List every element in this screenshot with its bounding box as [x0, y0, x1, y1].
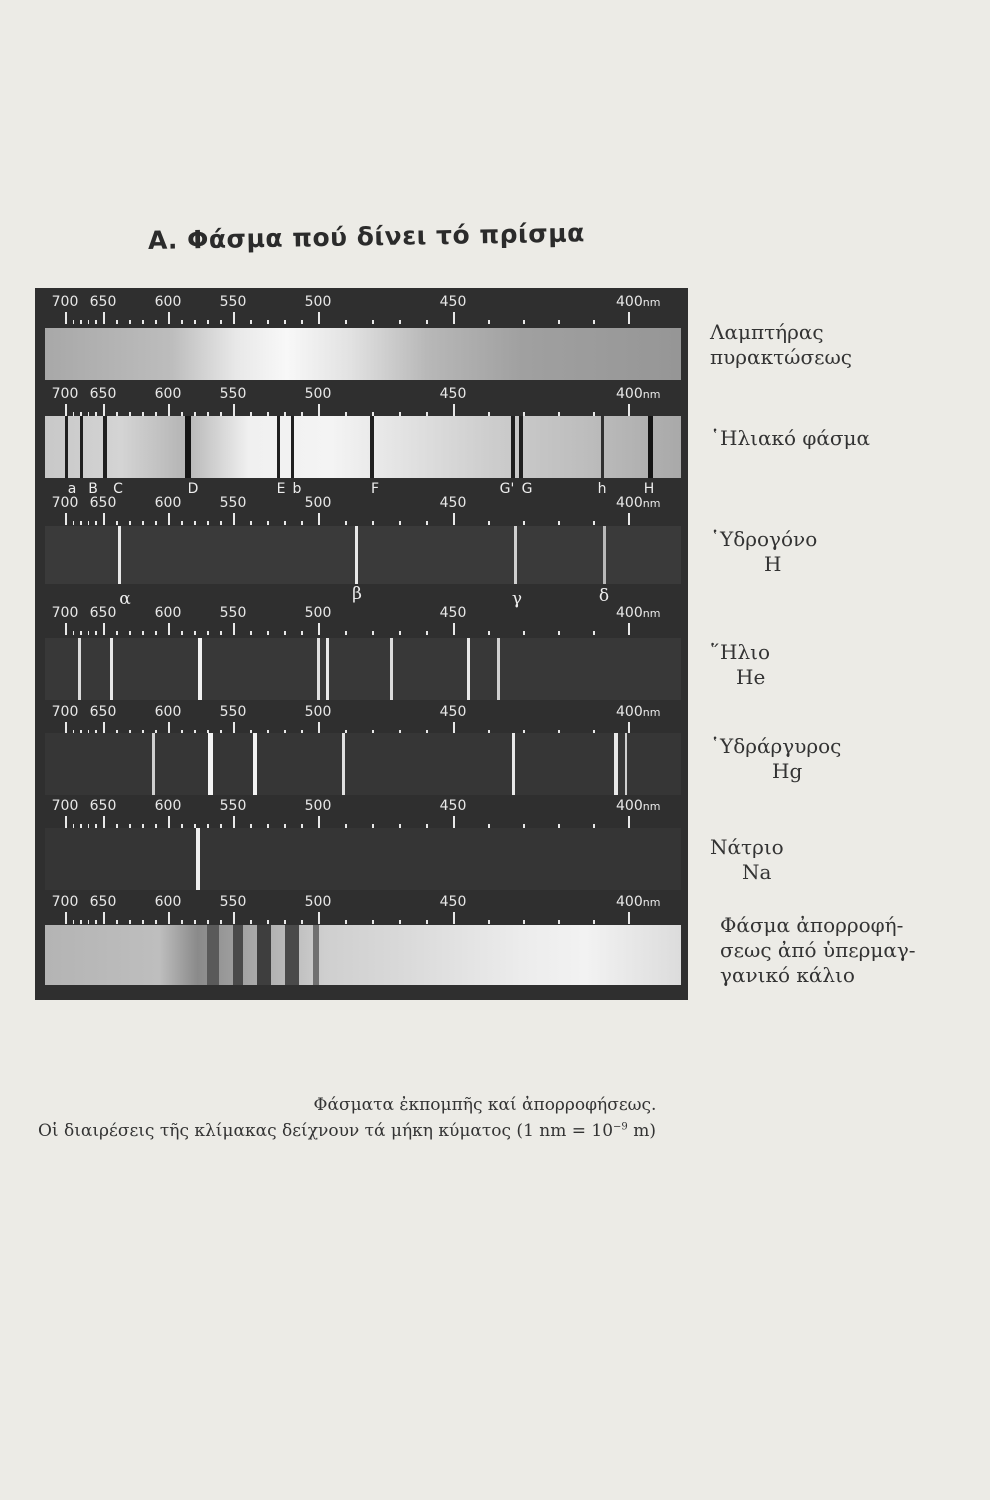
scale-tick — [73, 631, 75, 635]
scale-tick — [168, 404, 170, 416]
scale-tick-label: 600 — [154, 704, 182, 720]
scale-tick-label: 450 — [439, 704, 467, 720]
scale-tick — [453, 912, 455, 924]
scale-tick-label: 500 — [304, 386, 332, 402]
scale-tick-label: 650 — [89, 605, 117, 621]
scale-tick — [399, 320, 401, 324]
emission-line — [603, 526, 606, 584]
scale-tick — [399, 631, 401, 635]
scale-tick-label: 400nm — [616, 495, 661, 511]
scale-tick — [345, 631, 347, 635]
fraunhofer-label-C: C — [113, 481, 123, 497]
emission-line — [625, 733, 627, 795]
emission-line — [110, 638, 113, 700]
absorption-band — [285, 925, 299, 985]
scale-tick-label: 450 — [439, 894, 467, 910]
scale-tick — [558, 920, 560, 924]
scale-tick — [453, 513, 455, 525]
scale-tick-label: 700 — [51, 798, 79, 814]
scale-tick — [181, 521, 183, 525]
scale-tick — [116, 920, 118, 924]
scale-tick — [628, 816, 630, 828]
scale-tick — [301, 920, 303, 924]
scale-tick — [301, 631, 303, 635]
label-hydrogen: ῾Υδρογόνο H — [710, 527, 818, 576]
absorption-band — [257, 925, 271, 985]
scale-tick — [103, 623, 105, 635]
scale-tick — [233, 816, 235, 828]
scale-tick — [95, 320, 97, 324]
scale-tick — [194, 631, 196, 635]
fraunhofer-label-b: b — [292, 481, 302, 497]
scale-tick — [426, 320, 428, 324]
scale-tick-label: 400nm — [616, 894, 661, 910]
emission-line — [514, 526, 517, 584]
emission-line — [342, 733, 345, 795]
scale-tick — [116, 320, 118, 324]
scale-unit: nm — [642, 896, 661, 909]
scale-tick-label: 500 — [304, 495, 332, 511]
scale-tick — [116, 521, 118, 525]
emission-line — [253, 733, 257, 795]
scale-tick — [181, 920, 183, 924]
scale-tick — [628, 513, 630, 525]
emission-line — [355, 526, 358, 584]
scale-tick — [284, 631, 286, 635]
spectrum-strip-solar — [45, 416, 681, 478]
hydrogen-line-label-beta: β — [352, 584, 362, 604]
label-helium: ῞Ηλιο He — [710, 640, 770, 689]
scale-tick — [345, 920, 347, 924]
label-permanganate: Φάσμα ἀπορροφή- σεως ἀπό ὑπερμαγ- γανικό κάλιο — [720, 913, 916, 987]
scale-tick — [142, 320, 144, 324]
scale-tick-label: 450 — [439, 294, 467, 310]
scale-tick — [558, 521, 560, 525]
scale-tick — [65, 816, 67, 828]
fraunhofer-label-H: H — [643, 481, 655, 497]
scale-tick-label: 550 — [219, 894, 247, 910]
scale-tick — [80, 521, 82, 525]
scale-tick — [65, 312, 67, 324]
scale-tick — [168, 513, 170, 525]
scale-tick — [523, 920, 525, 924]
scale-tick — [426, 521, 428, 525]
scale-tick-label: 500 — [304, 704, 332, 720]
scale-tick-label: 500 — [304, 894, 332, 910]
wavelength-scale — [43, 704, 683, 734]
wavelength-scale — [43, 495, 683, 525]
scale-tick — [284, 521, 286, 525]
emission-line — [467, 638, 470, 700]
scale-tick — [284, 320, 286, 324]
scale-tick — [168, 816, 170, 828]
fraunhofer-label-G: G — [521, 481, 533, 497]
scale-tick — [250, 320, 252, 324]
scale-tick — [301, 320, 303, 324]
scale-tick — [628, 312, 630, 324]
scale-tick — [233, 513, 235, 525]
scale-tick — [220, 521, 222, 525]
scale-tick — [488, 920, 490, 924]
scale-tick — [233, 404, 235, 416]
scale-tick — [593, 320, 595, 324]
scale-tick-label: 700 — [51, 386, 79, 402]
scale-tick — [88, 920, 90, 924]
scale-tick-label: 550 — [219, 386, 247, 402]
scale-tick — [129, 631, 131, 635]
scale-tick — [103, 912, 105, 924]
fraunhofer-label-a: a — [67, 481, 77, 497]
scale-tick-label: 450 — [439, 605, 467, 621]
emission-line — [497, 638, 500, 700]
emission-line — [78, 638, 81, 700]
scale-tick-label: 500 — [304, 798, 332, 814]
scale-tick — [250, 631, 252, 635]
scale-tick — [488, 631, 490, 635]
scale-tick-label: 650 — [89, 704, 117, 720]
scale-tick — [129, 920, 131, 924]
scale-tick-label: 600 — [154, 495, 182, 511]
scale-tick — [142, 631, 144, 635]
fraunhofer-line — [511, 416, 515, 478]
scale-tick — [233, 312, 235, 324]
scale-tick-label: 400nm — [616, 704, 661, 720]
scale-tick-label: 600 — [154, 294, 182, 310]
scale-tick — [250, 920, 252, 924]
scale-tick-label: 400nm — [616, 386, 661, 402]
scale-tick — [142, 521, 144, 525]
fraunhofer-line — [370, 416, 374, 478]
scale-tick — [628, 623, 630, 635]
scale-tick-label: 450 — [439, 798, 467, 814]
scale-tick — [168, 312, 170, 324]
spectrum-strip-permanganate — [45, 925, 681, 985]
scale-tick — [65, 912, 67, 924]
wavelength-scale — [43, 386, 683, 416]
scale-tick — [301, 521, 303, 525]
scale-tick — [372, 920, 374, 924]
emission-line — [152, 733, 155, 795]
scale-tick-label: 450 — [439, 495, 467, 511]
scale-tick — [267, 320, 269, 324]
fraunhofer-line — [65, 416, 68, 478]
scale-unit: nm — [642, 607, 661, 620]
spectrum-strip-helium — [45, 638, 681, 700]
fraunhofer-line — [103, 416, 107, 478]
scale-tick — [65, 623, 67, 635]
scale-unit: nm — [642, 497, 661, 510]
absorption-band — [207, 925, 219, 985]
scale-tick — [284, 920, 286, 924]
scale-tick — [194, 320, 196, 324]
scale-tick-label: 500 — [304, 605, 332, 621]
scale-tick — [267, 631, 269, 635]
scale-tick — [372, 521, 374, 525]
scale-tick-label: 650 — [89, 798, 117, 814]
scale-tick — [453, 623, 455, 635]
emission-line — [198, 638, 202, 700]
scale-unit: nm — [642, 296, 661, 309]
scale-tick — [267, 521, 269, 525]
scale-tick — [345, 521, 347, 525]
scale-tick-label: 550 — [219, 495, 247, 511]
scale-tick — [181, 320, 183, 324]
scale-tick-label: 400nm — [616, 294, 661, 310]
scale-tick — [129, 521, 131, 525]
scale-tick — [103, 513, 105, 525]
scale-tick — [155, 631, 157, 635]
spectrum-strip-hydrogen — [45, 526, 681, 584]
scale-tick — [80, 631, 82, 635]
absorption-band — [313, 925, 319, 985]
absorption-band — [233, 925, 243, 985]
scale-tick — [453, 816, 455, 828]
scale-tick-label: 450 — [439, 386, 467, 402]
wavelength-scale — [43, 294, 683, 324]
label-sodium: Νάτριο Na — [710, 835, 784, 884]
scale-tick — [80, 920, 82, 924]
scale-tick — [593, 920, 595, 924]
scale-tick-label: 700 — [51, 605, 79, 621]
scale-tick — [426, 631, 428, 635]
scale-tick-label: 400nm — [616, 798, 661, 814]
emission-line — [196, 828, 200, 890]
scale-tick — [95, 631, 97, 635]
scale-tick — [73, 320, 75, 324]
scale-tick-label: 700 — [51, 495, 79, 511]
scale-tick — [593, 521, 595, 525]
scale-tick-label: 650 — [89, 294, 117, 310]
emission-line — [317, 638, 320, 700]
scale-tick — [318, 404, 320, 416]
scale-tick — [372, 320, 374, 324]
emission-line — [118, 526, 121, 584]
scale-tick — [233, 912, 235, 924]
scale-tick — [523, 320, 525, 324]
scale-tick — [593, 631, 595, 635]
scale-tick-label: 600 — [154, 605, 182, 621]
scale-tick — [220, 631, 222, 635]
caption-line-2: Οἱ διαιρέσεις τῆς κλίμακας δείχνουν τά μήκη κύματος (1 nm = $10^{-9}$ m) — [38, 1121, 656, 1141]
scale-tick — [73, 521, 75, 525]
scale-tick-label: 600 — [154, 386, 182, 402]
scale-tick — [155, 320, 157, 324]
wavelength-scale — [43, 798, 683, 828]
label-incandescent-lamp: Λαμπτήρας πυρακτώσεως — [710, 320, 852, 369]
scale-tick — [65, 513, 67, 525]
scale-tick — [372, 631, 374, 635]
scale-tick — [103, 312, 105, 324]
scale-tick — [318, 816, 320, 828]
scale-tick — [318, 912, 320, 924]
fraunhofer-line — [277, 416, 280, 478]
hydrogen-line-label-alpha: α — [119, 589, 131, 609]
hydrogen-line-label-gamma: γ — [511, 589, 523, 609]
scale-tick — [488, 320, 490, 324]
scale-tick — [250, 521, 252, 525]
fraunhofer-label-E: E — [276, 481, 286, 497]
wavelength-scale — [43, 605, 683, 635]
scale-unit: nm — [642, 706, 661, 719]
scale-unit: nm — [642, 800, 661, 813]
label-mercury: ῾Υδράργυρος Hg — [710, 734, 842, 783]
scale-tick — [88, 521, 90, 525]
fraunhofer-label-G-prime: G' — [499, 481, 515, 497]
scale-tick — [399, 920, 401, 924]
scale-tick — [558, 320, 560, 324]
fraunhofer-line — [601, 416, 604, 478]
scale-tick — [168, 623, 170, 635]
scale-tick — [73, 920, 75, 924]
fraunhofer-line — [519, 416, 523, 478]
scale-tick — [95, 521, 97, 525]
scale-tick — [628, 912, 630, 924]
scale-tick — [116, 631, 118, 635]
scale-tick — [155, 920, 157, 924]
scale-tick — [453, 312, 455, 324]
scale-unit: nm — [642, 388, 661, 401]
scale-tick-label: 550 — [219, 704, 247, 720]
scale-tick — [207, 920, 209, 924]
fraunhofer-line — [648, 416, 653, 478]
scale-tick — [194, 920, 196, 924]
scale-tick — [207, 521, 209, 525]
scale-tick — [155, 521, 157, 525]
spectrum-strip-mercury — [45, 733, 681, 795]
scale-tick-label: 600 — [154, 798, 182, 814]
emission-line — [512, 733, 515, 795]
scale-tick — [523, 521, 525, 525]
scale-tick — [318, 623, 320, 635]
scale-tick — [207, 320, 209, 324]
scale-tick — [168, 912, 170, 924]
wavelength-scale — [43, 894, 683, 924]
spectra-plate — [35, 288, 688, 1000]
fraunhofer-label-h: h — [597, 481, 607, 497]
scale-tick-label: 700 — [51, 704, 79, 720]
scale-tick — [558, 631, 560, 635]
fraunhofer-line — [185, 416, 191, 478]
emission-line — [390, 638, 393, 700]
scale-tick — [65, 404, 67, 416]
emission-line — [614, 733, 618, 795]
label-solar-spectrum: ῾Ηλιακό φάσμα — [710, 426, 871, 450]
scale-tick-label: 650 — [89, 894, 117, 910]
scale-tick — [80, 320, 82, 324]
scale-tick-label: 550 — [219, 605, 247, 621]
scale-tick — [88, 631, 90, 635]
spectrum-strip-incandescent — [45, 328, 681, 380]
scale-tick — [318, 513, 320, 525]
fraunhofer-label-F: F — [370, 481, 380, 497]
scale-tick — [103, 404, 105, 416]
scale-tick-label: 650 — [89, 495, 117, 511]
scale-tick — [345, 320, 347, 324]
page-title: Α. Φάσμα πού δίνει τό πρίσμα — [147, 218, 586, 255]
scale-tick — [194, 521, 196, 525]
emission-line — [208, 733, 213, 795]
hydrogen-line-label-delta: δ — [598, 586, 610, 606]
scale-tick — [318, 312, 320, 324]
scale-tick-label: 700 — [51, 294, 79, 310]
scale-tick — [267, 920, 269, 924]
fraunhofer-line — [291, 416, 294, 478]
scale-tick-label: 550 — [219, 798, 247, 814]
scale-tick — [628, 404, 630, 416]
fraunhofer-line — [80, 416, 83, 478]
scale-tick-label: 550 — [219, 294, 247, 310]
scale-tick — [142, 920, 144, 924]
scale-tick — [426, 920, 428, 924]
fraunhofer-label-B: B — [88, 481, 98, 497]
emission-line — [326, 638, 329, 700]
scale-tick — [523, 631, 525, 635]
scale-tick — [103, 816, 105, 828]
scale-tick — [220, 920, 222, 924]
fraunhofer-label-D: D — [187, 481, 199, 497]
scale-tick — [129, 320, 131, 324]
scale-tick-label: 600 — [154, 894, 182, 910]
scale-tick — [488, 521, 490, 525]
scale-tick-label: 500 — [304, 294, 332, 310]
scale-tick — [181, 631, 183, 635]
scale-tick — [220, 320, 222, 324]
scale-tick — [233, 623, 235, 635]
scale-tick — [95, 920, 97, 924]
scale-tick — [207, 631, 209, 635]
scale-tick — [453, 404, 455, 416]
scale-tick-label: 650 — [89, 386, 117, 402]
scale-tick-label: 400nm — [616, 605, 661, 621]
caption-line-1: Φάσματα ἐκπομπῆς καί ἀπορροφήσεως. — [313, 1095, 657, 1115]
scale-tick — [399, 521, 401, 525]
spectrum-strip-sodium — [45, 828, 681, 890]
scale-tick — [88, 320, 90, 324]
scale-tick-label: 700 — [51, 894, 79, 910]
